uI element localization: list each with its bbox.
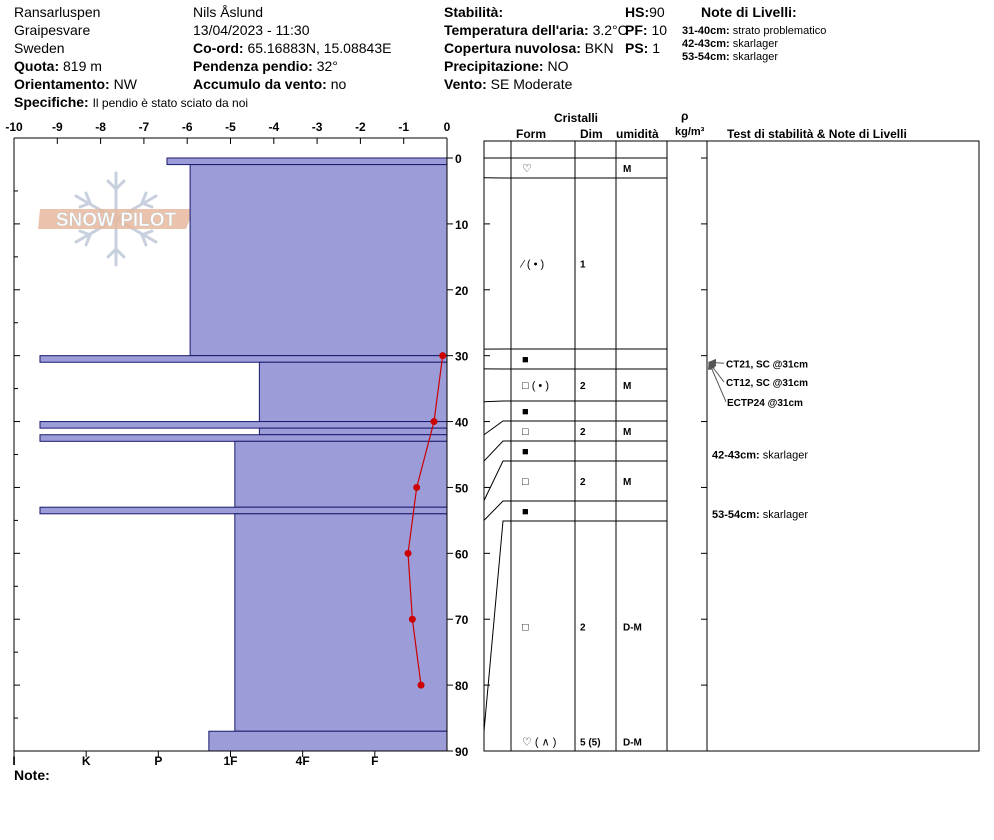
depth-tick-label: 80	[455, 679, 469, 694]
note-livelli-range: 53-54cm:	[682, 51, 730, 63]
layer-note	[712, 509, 808, 521]
temperature-tick-label: -7	[138, 120, 150, 134]
note-livelli-range: 42-43cm:	[682, 38, 730, 50]
layer-form: □	[522, 621, 529, 634]
header-cristalli: Cristalli	[554, 111, 599, 125]
area-name: Graipesvare	[14, 22, 91, 38]
depth-tick-label: 90	[455, 745, 469, 759]
depth-tick-label: 40	[455, 415, 469, 430]
layer-dim: 2	[580, 427, 586, 438]
layer-moisture: M	[623, 427, 632, 438]
layer-form: ♡	[522, 163, 532, 175]
coord-value: 65.16883N, 15.08843E	[247, 40, 392, 56]
layer-moisture: M	[623, 164, 632, 175]
ps-label: PS:	[625, 40, 649, 56]
accumulo-value: no	[330, 76, 347, 92]
layer-note-range: 53-54cm:	[712, 508, 763, 521]
depth-tick-label: 30	[455, 349, 469, 364]
temperature-point	[413, 484, 420, 491]
pf-value: 10	[651, 22, 668, 38]
ps-value: 1	[652, 40, 661, 56]
copertura-value: BKN	[584, 40, 614, 56]
layer-connector	[484, 501, 511, 520]
layer-connector	[484, 421, 511, 435]
note-label: Note:	[14, 767, 50, 783]
observer-name: Nils Åslund	[193, 4, 264, 20]
note-livelli-range: 31-40cm:	[682, 25, 730, 37]
header-umidita: umidità	[616, 127, 659, 141]
hardness-bar	[40, 422, 447, 429]
location-name: Ransarluspen	[14, 4, 101, 20]
layer-note-range: 42-43cm:	[712, 449, 763, 462]
hardness-bar	[209, 731, 447, 751]
hardness-bar	[40, 507, 447, 514]
coord-label: Co-ord:	[193, 40, 244, 56]
layer-form: ♡ ( ∧ )	[522, 736, 557, 749]
layer-form: ■	[522, 506, 529, 518]
layer-note-text: skarlager	[762, 449, 809, 462]
hardness-tick-label: K	[81, 754, 91, 768]
vento-value: SE Moderate	[490, 76, 573, 92]
copertura-label: Copertura nuvolosa:	[444, 40, 581, 56]
hardness-bar	[235, 514, 447, 731]
temperatura-label: Temperatura dell'aria:	[444, 22, 589, 38]
header-rho: ρ	[681, 109, 689, 123]
hardness-bar	[259, 362, 447, 421]
country-name: Sweden	[14, 40, 65, 56]
specifiche-value: Il pendio è stato sciato da noi	[92, 96, 249, 110]
hardness-tick-label: I	[12, 754, 16, 768]
hs-value: 90	[649, 4, 665, 20]
depth-tick-label: 0	[455, 152, 462, 166]
layer-moisture: M	[623, 477, 632, 488]
depth-tick-label: 60	[455, 547, 469, 562]
precipitazione-label: Precipitazione:	[444, 58, 544, 74]
layer-dim: 5 (5)	[580, 737, 601, 749]
stability-test: CT12, SC @31cm	[726, 378, 809, 390]
note-livelli-text: strato problematico	[732, 25, 827, 37]
stability-test: CT21, SC @31cm	[726, 359, 809, 371]
temperature-point	[418, 682, 425, 689]
depth-tick-label: 50	[455, 481, 469, 496]
layer-form: □	[522, 476, 529, 488]
specifiche-label: Specifiche:	[14, 94, 89, 110]
vento-label: Vento:	[444, 76, 487, 92]
precipitazione-value: NO	[547, 58, 569, 74]
layer-connector	[484, 401, 511, 402]
stability-test: ECTP24 @31cm	[727, 397, 803, 409]
layer-dim: 2	[580, 477, 586, 488]
hs-label: HS:	[625, 4, 650, 20]
layer-connector	[484, 441, 511, 461]
hardness-bar	[167, 158, 447, 165]
layer-note	[712, 450, 808, 462]
snowpilot-logo	[38, 173, 194, 265]
layer-form: ■	[522, 354, 529, 366]
hardness-tick-label: 1F	[223, 754, 238, 768]
layer-moisture: D-M	[623, 622, 642, 634]
pf-label: PF:	[625, 22, 648, 38]
layer-connector	[484, 461, 511, 501]
layer-form: ■	[522, 446, 529, 458]
temperature-tick-label: -8	[95, 120, 106, 134]
table-frame	[484, 141, 979, 751]
orientamento-label: Orientamento:	[14, 76, 110, 92]
temperatura-value: 3.2°C	[592, 22, 628, 38]
depth-tick-label: 70	[455, 613, 469, 628]
depth-tick-label: 20	[455, 283, 469, 298]
hardness-bar	[40, 356, 447, 363]
accumulo-label: Accumulo da vento:	[193, 76, 327, 92]
note-livelli-text: skarlager	[732, 51, 779, 63]
layer-dim: 1	[580, 259, 586, 271]
layer-moisture: M	[623, 381, 632, 392]
layer-form: □ ( • )	[522, 380, 549, 392]
layer-form: □	[522, 426, 529, 438]
temperature-tick-label: -9	[51, 120, 63, 134]
hardness-tick-label: 4F	[295, 754, 310, 768]
temperature-point	[409, 616, 416, 623]
temperature-point	[439, 352, 446, 359]
logo-text: SNOW PILOT	[55, 210, 177, 231]
temperature-tick-label: -10	[5, 120, 23, 134]
note-livelli-title: Note di Livelli:	[701, 4, 797, 20]
depth-tick-label: 10	[455, 217, 469, 232]
header-form: Form	[516, 127, 546, 141]
temperature-tick-label: -5	[225, 120, 236, 134]
header-rho-unit: kg/m³	[675, 126, 705, 138]
header-test: Test di stabilità & Note di Livelli	[727, 127, 907, 141]
stabilita-label: Stabilità:	[444, 4, 504, 20]
hardness-bar	[259, 428, 447, 435]
quota-label: Quota:	[14, 58, 60, 74]
temperature-point	[405, 550, 412, 557]
hardness-tick-label: P	[154, 754, 163, 768]
observation-datetime: 13/04/2023 - 11:30	[193, 22, 310, 38]
layer-moisture: D-M	[623, 737, 642, 749]
hardness-bar	[40, 435, 447, 442]
temperature-tick-label: 0	[443, 120, 451, 134]
layer-note-text: skarlager	[762, 508, 809, 521]
hardness-bar	[190, 165, 447, 356]
orientamento-value: NW	[113, 76, 137, 92]
temperature-tick-label: -4	[268, 120, 280, 134]
layer-dim: 2	[580, 381, 586, 392]
hardness-tick-label: F	[371, 754, 379, 768]
layer-form: ⁄ ( • )	[522, 258, 545, 271]
header-dim: Dim	[580, 127, 603, 141]
stability-test-arrow	[709, 362, 724, 363]
layer-connector	[484, 521, 511, 731]
quota-value: 819 m	[63, 58, 102, 74]
temperature-tick-label: -1	[398, 120, 410, 134]
layer-form: ■	[522, 406, 529, 418]
temperature-tick-label: -6	[181, 120, 193, 134]
temperature-tick-label: -3	[311, 120, 323, 134]
temperature-point	[431, 418, 438, 425]
note-livelli-text: skarlager	[732, 38, 779, 50]
pendenza-label: Pendenza pendio:	[193, 58, 313, 74]
layer-dim: 2	[580, 622, 586, 634]
pendenza-value: 32°	[316, 58, 338, 74]
temperature-tick-label: -2	[355, 120, 366, 134]
